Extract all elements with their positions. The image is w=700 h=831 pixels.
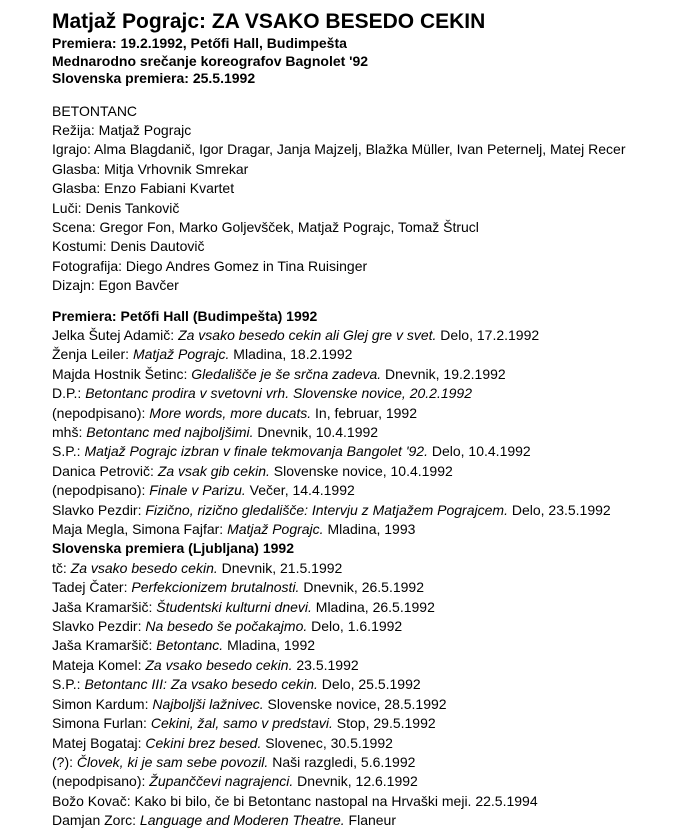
review-source: Dnevnik, 12.6.1992 <box>293 773 418 790</box>
review-entry <box>52 404 692 423</box>
review-entry <box>52 598 692 617</box>
section-heading-budapest: Premiera: Petőfi Hall (Budimpešta) 1992 <box>52 307 318 324</box>
review-entry <box>52 792 692 811</box>
review-author: Jaša Kramaršič: <box>52 637 157 654</box>
review-author: Maja Megla, Simona Fajfar: <box>52 521 228 538</box>
premiere-line: Premiera: 19.2.1992, Petőfi Hall, Budimpešta <box>52 35 347 51</box>
document-page <box>52 8 692 831</box>
review-title: Language and Moderen Theatre. <box>139 812 345 829</box>
review-author: Danica Petrovič: <box>52 462 158 479</box>
review-source: Dnevnik, 10.4.1992 <box>253 424 379 440</box>
review-source: Večer, 14.4.1992 <box>245 482 355 499</box>
review-source: Delo, 1.6.1992 <box>307 618 403 635</box>
review-source: Naši razgledi, 5.6.1992 <box>268 753 416 770</box>
review-source: Mladina, 1992 <box>223 637 316 654</box>
review-entry <box>52 345 692 364</box>
review-source: Dnevnik, 26.5.1992 <box>299 579 424 596</box>
credit-music: Glasba: Mitja Vrhovnik Smrekar <box>52 160 249 177</box>
review-author: mhš: <box>52 424 87 440</box>
review-entry <box>52 462 692 481</box>
review-title: Najboljši lažnivec. <box>152 695 264 712</box>
review-source: Flaneur <box>344 812 396 829</box>
review-entry <box>52 811 692 830</box>
credit-lighting: Luči: Denis Tankovič <box>52 199 180 216</box>
review-title: Cekini, žal, samo v predstavi. <box>150 715 333 732</box>
review-author: Slavko Pezdir: <box>52 501 146 518</box>
review-entry <box>52 481 692 500</box>
review-title: Za vsako besedo cekin. <box>70 559 218 576</box>
review-source: Dnevnik, 21.5.1992 <box>217 559 343 576</box>
review-title: Betontanc. <box>156 637 224 654</box>
review-entry <box>52 636 692 655</box>
review-author: (nepodpisano): <box>52 404 150 421</box>
review-entry <box>52 772 692 791</box>
document-title: Matjaž Pograjc: ZA VSAKO BESEDO CEKIN <box>52 10 486 33</box>
review-title: Finale v Parizu. <box>149 482 246 499</box>
credit-photography: Fotografija: Diego Andres Gomez in Tina Ruisinger <box>52 257 368 274</box>
reviews-list-budapest <box>52 326 692 539</box>
review-entry <box>52 442 692 461</box>
review-source: Delo, 23.5.1992 <box>507 501 611 518</box>
review-title: Matjaž Pograjc izbran v finale tekmovanja Bangolet '92. <box>84 443 428 460</box>
review-author: Tadej Čater: <box>52 579 132 596</box>
credits-list <box>52 102 692 296</box>
review-title: Betontanc med najboljšimi. <box>86 424 254 440</box>
review-title: Županččevi nagrajenci. <box>149 773 294 790</box>
review-source: 23.5.1992 <box>292 656 359 673</box>
review-entry <box>52 695 692 714</box>
review-entry <box>52 520 692 539</box>
review-entry <box>52 384 692 403</box>
premiere-info <box>52 35 692 88</box>
review-source: Delo, 17.2.1992 <box>436 326 540 343</box>
review-author: Jaša Kramaršič: <box>52 598 157 615</box>
review-source: Mladina, 1993 <box>323 521 416 538</box>
festival-line: Mednarodno srečanje koreografov Bagnolet '92 <box>52 52 369 69</box>
review-author: Simona Furlan: <box>52 715 151 732</box>
review-source: Slovenec, 30.5.1992 <box>261 734 393 751</box>
review-source: 22.5.1994 <box>471 792 538 809</box>
review-author: (?): <box>52 753 77 770</box>
review-title: More words, more ducats. <box>149 404 312 421</box>
credit-set: Scena: Gregor Fon, Marko Goljevšček, Matjaž Pograjc, Tomaž Štrucl <box>52 218 479 235</box>
review-author: Matej Bogataj: <box>52 734 146 751</box>
review-title: Cekini brez besed. <box>145 734 262 751</box>
review-title: Fizično, rizično gledališče: Intervju z Matjažem Pograjcem. <box>145 501 508 518</box>
review-author: Božo Kovač: Kako bi bilo, če bi Betontanc nastopal na Hrvaški meji. <box>52 792 472 809</box>
review-entry <box>52 365 692 384</box>
review-title: Človek, ki je sam sebe povozil. <box>76 753 269 770</box>
review-source: Delo, 25.5.1992 <box>317 676 421 693</box>
review-author: Jelka Šutej Adamič: <box>52 326 179 343</box>
review-entry <box>52 714 692 733</box>
review-source: In, februar, 1992 <box>311 404 417 421</box>
credit-cast: Igrajo: Alma Blagdanič, Igor Dragar, Janja Majzelj, Blažka Müller, Ivan Peternelj, Matej Recer <box>52 141 626 158</box>
company-name: BETONTANC <box>52 102 138 119</box>
credit-costumes: Kostumi: Denis Dautovič <box>52 238 205 255</box>
review-entry <box>52 675 692 694</box>
review-author: (nepodpisano): <box>52 773 150 790</box>
review-author: Damjan Zorc: <box>52 812 140 829</box>
slovenian-premiere-line: Slovenska premiera: 25.5.1992 <box>52 70 256 86</box>
review-title: Betontanc prodira v svetovni vrh. Slovenske novice, 20.2.1992 <box>85 385 472 402</box>
review-title: Matjaž Pograjc. <box>227 521 324 538</box>
review-title: Za vsako besedo cekin ali Glej gre v svet. <box>178 326 437 343</box>
credit-design: Dizajn: Egon Bavčer <box>52 277 179 294</box>
credit-music: Glasba: Enzo Fabiani Kvartet <box>52 180 235 197</box>
review-title: Matjaž Pograjc. <box>132 346 230 363</box>
review-title: Na besedo še počakajmo. <box>145 618 308 635</box>
review-source: Mladina, 26.5.1992 <box>311 598 435 615</box>
credit-direction: Režija: Matjaž Pograjc <box>52 121 192 138</box>
review-entry <box>52 578 692 597</box>
review-source: Stop, 29.5.1992 <box>332 715 436 732</box>
review-entry <box>52 734 692 753</box>
review-author: Slavko Pezdir: <box>52 618 146 635</box>
review-entry <box>52 753 692 772</box>
review-source: Mladina, 18.2.1992 <box>229 346 353 363</box>
review-title: Za vsak gib cekin. <box>157 462 270 479</box>
review-author: Ženja Leiler: <box>52 346 133 363</box>
review-author: S.P.: <box>52 676 85 693</box>
review-entry <box>52 501 692 520</box>
review-author: D.P.: <box>52 385 86 402</box>
review-author: S.P.: <box>52 443 85 460</box>
review-title: Študentski kulturni dnevi. <box>156 598 312 615</box>
review-author: tč: <box>52 559 71 576</box>
review-source: Dnevnik, 19.2.1992 <box>381 365 506 382</box>
review-source: Slovenske novice, 28.5.1992 <box>263 695 447 712</box>
reviews-list-ljubljana <box>52 559 692 831</box>
review-author: (nepodpisano): <box>52 482 150 499</box>
section-heading-ljubljana: Slovenska premiera (Ljubljana) 1992 <box>52 540 294 557</box>
review-source: Delo, 10.4.1992 <box>427 443 531 460</box>
review-title: Betontanc III: Za vsako besedo cekin. <box>84 676 318 693</box>
review-author: Simon Kardum: <box>52 695 153 712</box>
review-author: Majda Hostnik Šetinc: <box>52 365 192 382</box>
review-entry <box>52 559 692 578</box>
review-entry <box>52 617 692 636</box>
review-source: Slovenske novice, 10.4.1992 <box>269 462 453 479</box>
review-entry <box>52 423 692 442</box>
review-entry <box>52 326 692 345</box>
review-title: Gledališče je še srčna zadeva. <box>191 365 382 382</box>
review-title: Perfekcionizem brutalnosti. <box>131 579 300 596</box>
review-title: Za vsako besedo cekin. <box>145 656 293 673</box>
review-entry <box>52 656 692 675</box>
review-author: Mateja Komel: <box>52 656 146 673</box>
